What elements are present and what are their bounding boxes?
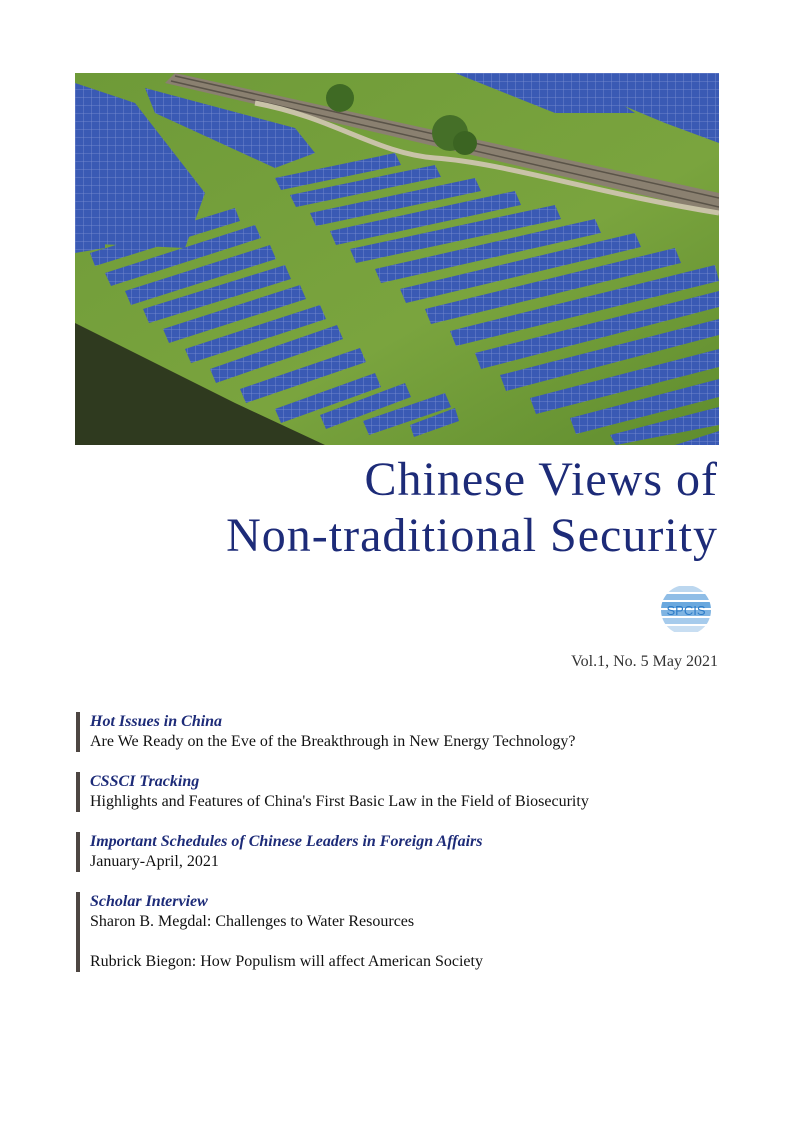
section-title: Scholar Interview [90, 893, 208, 910]
section-item: January-April, 2021 [90, 853, 219, 870]
publication-title [226, 452, 718, 564]
title-line-1: Chinese Views of [364, 453, 718, 506]
section-item: Rubrick Biegon: How Populism will affect American Society [90, 953, 483, 970]
section-title: Hot Issues in China [90, 713, 223, 730]
section-schedules [76, 832, 736, 872]
section-hot-issues [76, 712, 736, 752]
cover-image [75, 73, 719, 445]
table-of-contents [76, 712, 736, 992]
section-item: Are We Ready on the Eve of the Breakthrough in New Energy Technology? [90, 733, 576, 750]
section-item: Highlights and Features of China's First Basic Law in the Field of Biosecurity [90, 793, 589, 810]
section-scholar-interview [76, 892, 736, 972]
title-line-2: Non-traditional Security [226, 509, 718, 562]
section-cssci-tracking [76, 772, 736, 812]
section-title: CSSCI Tracking [90, 773, 200, 790]
logo-text: SPCIS [666, 603, 706, 618]
section-title: Important Schedules of Chinese Leaders in Foreign Affairs [90, 833, 483, 850]
section-item: Sharon B. Megdal: Challenges to Water Resources [90, 913, 415, 930]
solar-farm-illustration [75, 73, 719, 445]
spcis-logo [655, 584, 717, 636]
volume-info: Vol.1, No. 5 May 2021 [571, 653, 718, 670]
